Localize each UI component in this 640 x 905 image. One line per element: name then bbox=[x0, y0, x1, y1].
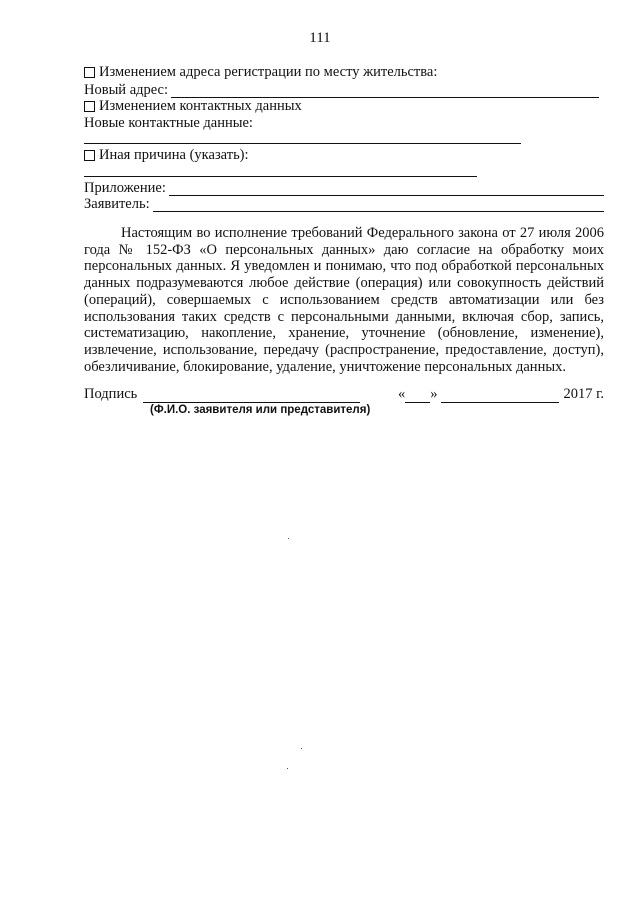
consent-paragraph: Настоящим во исполнение требований Федерального закона от 27 июля 2006 года № 152-ФЗ «О персональных данных» даю согласие на обработку моих персональных данных. Я уведомлен и понимаю, что под обработкой персональных данных подразумеваются любое действие (операция) или совокупность действий (операций), совершаемых с использованием средств автоматизации или без использования таких средств с персональными данными, включая сбор, запись, систематизацию, накопление, хранение, уточнение (обновление, изменение), извлечение, использование, передачу (распространение, предоставление, доступ), обезличивание, блокирование, удаление, уничтожение персональных данных. bbox=[84, 225, 604, 375]
date-quote-close: » bbox=[430, 386, 438, 402]
signature-line[interactable] bbox=[143, 390, 360, 403]
scan-speck bbox=[288, 538, 289, 539]
attachment-label: Приложение: bbox=[84, 180, 166, 196]
other-reason-checkbox[interactable] bbox=[84, 150, 95, 161]
other-reason-input-line[interactable] bbox=[84, 176, 477, 177]
address-change-option bbox=[84, 62, 604, 80]
new-contacts-label: Новые контактные данные: bbox=[84, 115, 253, 131]
new-address-label: Новый адрес: bbox=[84, 82, 169, 98]
other-reason-label: Иная причина (указать): bbox=[99, 147, 249, 163]
scan-speck bbox=[287, 768, 288, 769]
applicant-field bbox=[84, 194, 604, 212]
signature-label: Подпись bbox=[84, 386, 138, 402]
scan-speck bbox=[301, 748, 302, 749]
date-day-line[interactable] bbox=[405, 390, 430, 403]
date-month-line[interactable] bbox=[441, 390, 559, 403]
applicant-label: Заявитель: bbox=[84, 196, 150, 212]
address-change-label: Изменением адреса регистрации по месту жительства: bbox=[99, 64, 438, 80]
other-reason-option bbox=[84, 145, 604, 163]
new-contacts-field bbox=[84, 113, 604, 131]
date-year: 2017 г. bbox=[563, 386, 604, 402]
applicant-input-line[interactable] bbox=[153, 199, 604, 212]
date-quote-open: « bbox=[397, 386, 406, 402]
signature-caption: (Ф.И.О. заявителя или представителя) bbox=[150, 404, 371, 416]
contact-change-checkbox[interactable] bbox=[84, 101, 95, 112]
signature-row bbox=[84, 385, 604, 403]
contact-change-option bbox=[84, 96, 604, 114]
new-contacts-input-line[interactable] bbox=[84, 143, 521, 144]
address-change-checkbox[interactable] bbox=[84, 67, 95, 78]
contact-change-label: Изменением контактных данных bbox=[99, 98, 302, 114]
page-number: 111 bbox=[309, 30, 331, 46]
